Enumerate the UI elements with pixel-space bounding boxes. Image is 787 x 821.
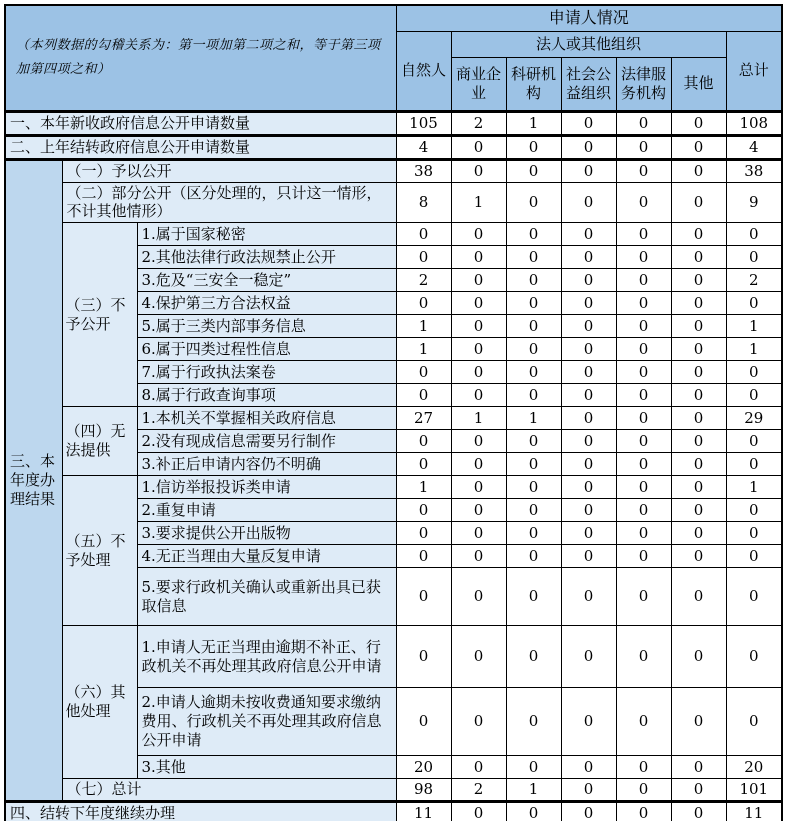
table-row xyxy=(5,182,782,223)
value-cell: 0 xyxy=(671,111,726,135)
value-cell: 4 xyxy=(726,135,782,159)
value-cell: 27 xyxy=(396,407,451,430)
value-cell: 0 xyxy=(396,522,451,545)
value-cell: 0 xyxy=(506,338,561,361)
row-label: 二、上年结转政府信息公开申请数量 xyxy=(5,135,396,159)
note-cell: （本列数据的勾稽关系为：第一项加第二项之和，等于第三项加第四项之和） xyxy=(5,5,396,111)
row-label: 3.要求提供公开出版物 xyxy=(137,522,396,545)
value-cell: 0 xyxy=(671,688,726,756)
value-cell: 0 xyxy=(616,292,671,315)
value-cell: 0 xyxy=(726,499,782,522)
value-cell: 0 xyxy=(451,688,506,756)
row-label: （一）予以公开 xyxy=(62,159,396,182)
table-row xyxy=(5,802,782,821)
value-cell: 0 xyxy=(506,430,561,453)
value-cell: 0 xyxy=(506,756,561,779)
value-cell: 0 xyxy=(616,135,671,159)
value-cell: 0 xyxy=(506,802,561,821)
value-cell: 0 xyxy=(506,626,561,688)
value-cell: 38 xyxy=(396,159,451,182)
value-cell: 0 xyxy=(451,430,506,453)
value-cell: 0 xyxy=(616,802,671,821)
value-cell: 0 xyxy=(396,568,451,626)
group-label-other-handling: （六）其他处理 xyxy=(62,626,137,779)
value-cell: 0 xyxy=(506,292,561,315)
value-cell: 0 xyxy=(616,453,671,476)
row-label: 一、本年新收政府信息公开申请数量 xyxy=(5,111,396,135)
value-cell: 0 xyxy=(726,545,782,568)
value-cell: 0 xyxy=(451,568,506,626)
value-cell: 1 xyxy=(396,315,451,338)
value-cell: 0 xyxy=(726,626,782,688)
value-cell: 0 xyxy=(561,568,616,626)
value-cell: 0 xyxy=(671,384,726,407)
value-cell: 0 xyxy=(396,626,451,688)
value-cell: 0 xyxy=(506,223,561,246)
value-cell: 1 xyxy=(506,779,561,802)
col-header-other: 其他 xyxy=(671,57,726,111)
value-cell: 0 xyxy=(616,568,671,626)
value-cell: 0 xyxy=(616,407,671,430)
value-cell: 0 xyxy=(671,292,726,315)
value-cell: 0 xyxy=(671,568,726,626)
value-cell: 0 xyxy=(616,522,671,545)
col-header-business: 商业企业 xyxy=(451,57,506,111)
value-cell: 0 xyxy=(671,315,726,338)
value-cell: 0 xyxy=(616,384,671,407)
value-cell: 0 xyxy=(451,246,506,269)
value-cell: 0 xyxy=(671,522,726,545)
value-cell: 0 xyxy=(616,476,671,499)
value-cell: 0 xyxy=(451,223,506,246)
value-cell: 0 xyxy=(561,522,616,545)
value-cell: 2 xyxy=(726,269,782,292)
value-cell: 0 xyxy=(671,499,726,522)
row-label: 1.申请人无正当理由逾期不补正、行政机关不再处理其政府信息公开申请 xyxy=(137,626,396,688)
value-cell: 0 xyxy=(726,292,782,315)
value-cell: 0 xyxy=(616,779,671,802)
value-cell: 29 xyxy=(726,407,782,430)
value-cell: 1 xyxy=(396,338,451,361)
value-cell: 0 xyxy=(616,246,671,269)
value-cell: 0 xyxy=(616,111,671,135)
value-cell: 1 xyxy=(396,476,451,499)
value-cell: 0 xyxy=(671,361,726,384)
value-cell: 0 xyxy=(671,476,726,499)
row-label: 3.补正后申请内容仍不明确 xyxy=(137,453,396,476)
group-label-no-disclosure: （三）不予公开 xyxy=(62,223,137,407)
value-cell: 0 xyxy=(451,269,506,292)
value-cell: 0 xyxy=(451,626,506,688)
value-cell: 0 xyxy=(561,182,616,223)
value-cell: 0 xyxy=(616,626,671,688)
value-cell: 1 xyxy=(726,338,782,361)
value-cell: 2 xyxy=(451,779,506,802)
value-cell: 0 xyxy=(561,476,616,499)
value-cell: 0 xyxy=(561,430,616,453)
value-cell: 0 xyxy=(451,522,506,545)
value-cell: 0 xyxy=(451,135,506,159)
value-cell: 0 xyxy=(671,246,726,269)
row-label: （二）部分公开（区分处理的，只计这一情形，不计其他情形） xyxy=(62,182,396,223)
value-cell: 0 xyxy=(561,269,616,292)
value-cell: 0 xyxy=(561,338,616,361)
value-cell: 0 xyxy=(726,246,782,269)
value-cell: 0 xyxy=(506,135,561,159)
value-cell: 0 xyxy=(671,338,726,361)
value-cell: 20 xyxy=(396,756,451,779)
value-cell: 0 xyxy=(561,499,616,522)
value-cell: 0 xyxy=(506,453,561,476)
row-label: 4.无正当理由大量反复申请 xyxy=(137,545,396,568)
value-cell: 0 xyxy=(616,182,671,223)
value-cell: 0 xyxy=(671,407,726,430)
value-cell: 0 xyxy=(561,688,616,756)
value-cell: 0 xyxy=(671,779,726,802)
section-label-annual-results: 三、本年度办理结果 xyxy=(5,159,62,802)
value-cell: 0 xyxy=(726,522,782,545)
value-cell: 0 xyxy=(726,568,782,626)
value-cell: 0 xyxy=(561,756,616,779)
value-cell: 0 xyxy=(506,315,561,338)
value-cell: 0 xyxy=(451,756,506,779)
value-cell: 105 xyxy=(396,111,451,135)
value-cell: 0 xyxy=(506,269,561,292)
header-org-group: 法人或其他组织 xyxy=(451,31,726,57)
value-cell: 0 xyxy=(396,246,451,269)
value-cell: 0 xyxy=(506,545,561,568)
value-cell: 0 xyxy=(671,223,726,246)
table-row xyxy=(5,111,782,135)
value-cell: 0 xyxy=(726,223,782,246)
value-cell: 8 xyxy=(396,182,451,223)
row-label: 3.危及“三安全一稳定” xyxy=(137,269,396,292)
value-cell: 0 xyxy=(616,430,671,453)
value-cell: 0 xyxy=(561,315,616,338)
value-cell: 0 xyxy=(396,545,451,568)
value-cell: 0 xyxy=(561,292,616,315)
value-cell: 11 xyxy=(396,802,451,821)
row-label: 6.属于四类过程性信息 xyxy=(137,338,396,361)
value-cell: 0 xyxy=(671,545,726,568)
value-cell: 0 xyxy=(506,182,561,223)
value-cell: 0 xyxy=(451,292,506,315)
row-label: 2.重复申请 xyxy=(137,499,396,522)
value-cell: 11 xyxy=(726,802,782,821)
group-label-no-handling: （五）不予处理 xyxy=(62,476,137,626)
row-label: 1.属于国家秘密 xyxy=(137,223,396,246)
value-cell: 0 xyxy=(561,159,616,182)
value-cell: 0 xyxy=(506,361,561,384)
value-cell: 0 xyxy=(616,361,671,384)
value-cell: 0 xyxy=(451,476,506,499)
table-row xyxy=(5,779,782,802)
value-cell: 0 xyxy=(506,568,561,626)
row-label: 四、结转下年度继续办理 xyxy=(5,802,396,821)
table-row xyxy=(5,223,782,246)
value-cell: 0 xyxy=(506,246,561,269)
value-cell: 0 xyxy=(451,159,506,182)
value-cell: 0 xyxy=(616,545,671,568)
value-cell: 0 xyxy=(726,688,782,756)
table-row xyxy=(5,135,782,159)
value-cell: 0 xyxy=(451,802,506,821)
value-cell: 0 xyxy=(396,453,451,476)
row-label: 1.信访举报投诉类申请 xyxy=(137,476,396,499)
header-row-1 xyxy=(5,5,782,31)
value-cell: 98 xyxy=(396,779,451,802)
value-cell: 0 xyxy=(671,135,726,159)
value-cell: 0 xyxy=(671,269,726,292)
value-cell: 0 xyxy=(671,430,726,453)
value-cell: 0 xyxy=(451,499,506,522)
value-cell: 2 xyxy=(451,111,506,135)
value-cell: 0 xyxy=(616,499,671,522)
value-cell: 0 xyxy=(561,246,616,269)
value-cell: 0 xyxy=(616,159,671,182)
row-label: 8.属于行政查询事项 xyxy=(137,384,396,407)
value-cell: 0 xyxy=(671,756,726,779)
value-cell: 38 xyxy=(726,159,782,182)
value-cell: 0 xyxy=(671,802,726,821)
value-cell: 0 xyxy=(396,688,451,756)
row-label: 3.其他 xyxy=(137,756,396,779)
table-row xyxy=(5,159,782,182)
value-cell: 0 xyxy=(561,407,616,430)
value-cell: 0 xyxy=(561,111,616,135)
value-cell: 0 xyxy=(726,430,782,453)
group-label-unable-provide: （四）无法提供 xyxy=(62,407,137,476)
value-cell: 0 xyxy=(616,688,671,756)
value-cell: 0 xyxy=(561,223,616,246)
value-cell: 0 xyxy=(561,361,616,384)
value-cell: 4 xyxy=(396,135,451,159)
col-header-research: 科研机构 xyxy=(506,57,561,111)
row-label: 4.保护第三方合法权益 xyxy=(137,292,396,315)
value-cell: 0 xyxy=(671,453,726,476)
value-cell: 0 xyxy=(451,545,506,568)
row-label: 1.本机关不掌握相关政府信息 xyxy=(137,407,396,430)
value-cell: 0 xyxy=(451,338,506,361)
value-cell: 0 xyxy=(561,779,616,802)
row-label: （七）总计 xyxy=(62,779,396,802)
value-cell: 0 xyxy=(561,135,616,159)
header-applicant-situation: 申请人情况 xyxy=(396,5,782,31)
value-cell: 0 xyxy=(506,688,561,756)
value-cell: 1 xyxy=(726,476,782,499)
value-cell: 0 xyxy=(451,384,506,407)
value-cell: 0 xyxy=(616,269,671,292)
value-cell: 0 xyxy=(506,384,561,407)
value-cell: 0 xyxy=(616,756,671,779)
value-cell: 1 xyxy=(451,182,506,223)
value-cell: 0 xyxy=(561,384,616,407)
value-cell: 20 xyxy=(726,756,782,779)
value-cell: 0 xyxy=(561,453,616,476)
value-cell: 0 xyxy=(506,476,561,499)
col-header-natural-person: 自然人 xyxy=(396,31,451,111)
value-cell: 0 xyxy=(396,223,451,246)
value-cell: 1 xyxy=(451,407,506,430)
value-cell: 0 xyxy=(451,361,506,384)
value-cell: 0 xyxy=(726,361,782,384)
value-cell: 0 xyxy=(396,499,451,522)
row-label: 5.要求行政机关确认或重新出具已获取信息 xyxy=(137,568,396,626)
value-cell: 0 xyxy=(726,453,782,476)
value-cell: 1 xyxy=(506,111,561,135)
value-cell: 101 xyxy=(726,779,782,802)
value-cell: 0 xyxy=(396,361,451,384)
value-cell: 0 xyxy=(451,453,506,476)
value-cell: 1 xyxy=(726,315,782,338)
value-cell: 0 xyxy=(726,384,782,407)
row-label: 2.其他法律行政法规禁止公开 xyxy=(137,246,396,269)
col-header-total: 总计 xyxy=(726,31,782,111)
value-cell: 108 xyxy=(726,111,782,135)
row-label: 2.没有现成信息需要另行制作 xyxy=(137,430,396,453)
value-cell: 0 xyxy=(616,223,671,246)
col-header-social-org: 社会公益组织 xyxy=(561,57,616,111)
value-cell: 0 xyxy=(671,182,726,223)
value-cell: 2 xyxy=(396,269,451,292)
value-cell: 0 xyxy=(451,315,506,338)
value-cell: 0 xyxy=(506,522,561,545)
value-cell: 1 xyxy=(506,407,561,430)
value-cell: 0 xyxy=(506,499,561,522)
value-cell: 0 xyxy=(561,802,616,821)
value-cell: 0 xyxy=(506,159,561,182)
value-cell: 0 xyxy=(671,159,726,182)
value-cell: 0 xyxy=(561,626,616,688)
value-cell: 0 xyxy=(396,430,451,453)
table-row xyxy=(5,626,782,688)
value-cell: 0 xyxy=(561,545,616,568)
col-header-legal-service: 法律服务机构 xyxy=(616,57,671,111)
table-row xyxy=(5,476,782,499)
row-label: 7.属于行政执法案卷 xyxy=(137,361,396,384)
value-cell: 0 xyxy=(616,315,671,338)
value-cell: 0 xyxy=(396,292,451,315)
disclosure-statistics-table xyxy=(4,4,783,821)
table-row xyxy=(5,407,782,430)
value-cell: 0 xyxy=(396,384,451,407)
row-label: 2.申请人逾期未按收费通知要求缴纳费用、行政机关不再处理其政府信息公开申请 xyxy=(137,688,396,756)
value-cell: 9 xyxy=(726,182,782,223)
value-cell: 0 xyxy=(671,626,726,688)
row-label: 5.属于三类内部事务信息 xyxy=(137,315,396,338)
value-cell: 0 xyxy=(616,338,671,361)
